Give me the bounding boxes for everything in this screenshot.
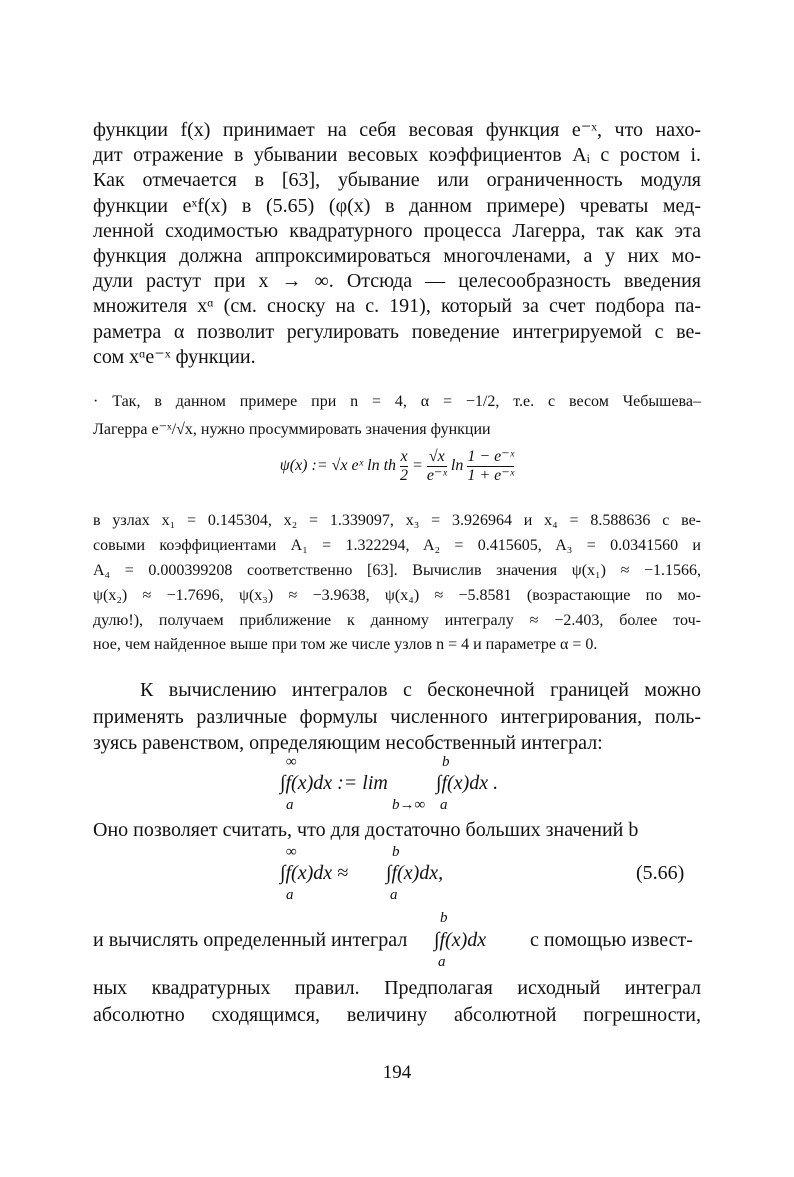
upper-limit: ∞ — [286, 754, 297, 770]
formula-part: ∫f(x)dx, — [386, 862, 444, 884]
upper-limit: b — [440, 910, 448, 926]
text-line: множителя xᵅ (см. сноску на с. 191), который за счет подбора па- — [93, 295, 701, 317]
fraction: $\frac{√x}{\text{e⁻ˣ}}$ — [426, 448, 447, 484]
text-part: с помощью извест- — [530, 929, 693, 951]
footnote-line: A₄ = 0.000399208 соответственно [63]. Вычислив значения ψ(x₁) ≈ −1.1566, — [93, 562, 701, 579]
formula-part: ∫f(x)dx . — [436, 772, 499, 794]
formula-part: ∫f(x)dx ≈ — [280, 862, 349, 884]
text-part: и вычислять определенный интеграл — [93, 929, 408, 951]
page-number: 194 — [382, 1062, 412, 1083]
fraction: $\frac{x}{2}$ — [400, 448, 409, 484]
upper-limit: ∞ — [286, 844, 297, 860]
text-line: ных квадратурных правил. Предполагая исходный интеграл — [93, 977, 701, 999]
lower-limit: a — [286, 797, 294, 813]
footnote-line: дулю!), получаем приближение к данному интегралу ≈ −2.403, более точ- — [93, 612, 701, 629]
footnote-line: в узлах x₁ = 0.145304, x₂ = 1.339097, x₃ = 3.926964 и x₄ = 8.588636 с ве- — [93, 512, 701, 529]
text-line: Как отмечается в [63], убывание или ограниченность модуля — [93, 169, 701, 191]
formula-part: ∫f(x)dx := lim — [280, 772, 388, 794]
text-line: применять различные формулы численного интегрирования, поль- — [93, 706, 701, 728]
text-line: зуясь равенством, определяющим несобственный интеграл: — [93, 732, 603, 754]
lower-limit: a — [286, 887, 294, 903]
limit-subscript: b→∞ — [392, 797, 426, 813]
footnote-line: · Так, в данном примере при n = 4, α = −1/2, т.е. с весом Чебышева– — [93, 393, 701, 410]
footnote-line: Лагерра e⁻ˣ/√x, нужно просуммировать значения функции — [93, 421, 491, 438]
text-line: функция должна аппроксимироваться многочленами, а у них мо- — [93, 245, 701, 267]
lower-limit: a — [440, 797, 448, 813]
text-line: ленной сходимостью квадратурного процесса Лагерра, так как эта — [93, 220, 701, 242]
equals-sign: = — [412, 457, 423, 475]
ln-operator: ln — [450, 457, 464, 475]
text-line: функции f(x) принимает на себя весовая функция e⁻ˣ, что нахо- — [93, 119, 701, 141]
text-line: раметра α позволит регулировать поведение интегрируемой с ве- — [93, 321, 701, 343]
footnote-line: ψ(x₂) ≈ −1.7696, ψ(x₃) ≈ −3.9638, ψ(x₄) ≈ −5.8581 (возрастающие по мо- — [93, 587, 701, 604]
footnote-line: совыми коэффициентами A₁ = 1.322294, A₂ = 0.415605, A₃ = 0.0341560 и — [93, 537, 701, 554]
upper-limit: b — [392, 844, 400, 860]
formula-part: ∫f(x)dx — [434, 929, 487, 951]
fraction: $\frac{\text{1 − e⁻ˣ}}{\text{1 + e⁻ˣ}}$ — [467, 448, 515, 484]
text-line: Оно позволяет считать, что для достаточно больших значений b — [93, 819, 639, 841]
text-line: К вычислению интегралов с бесконечной границей можно — [140, 679, 701, 701]
footnote-line: ное, чем найденное выше при том же числе узлов n = 4 и параметре α = 0. — [93, 636, 598, 653]
lower-limit: a — [390, 887, 398, 903]
equation-number: (5.66) — [636, 862, 685, 884]
text-line: абсолютно сходящимся, величину абсолютной погрешности, — [93, 1004, 701, 1026]
lower-limit: a — [438, 954, 446, 970]
text-line: дули растут при x → ∞. Отсюда — целесообразность введения — [93, 270, 701, 292]
text-line: сом xᵅe⁻ˣ функции. — [93, 346, 256, 368]
formula-lhs: ψ(x) := √x eˣ ln th — [279, 457, 397, 475]
upper-limit: b — [442, 754, 450, 770]
footnote-formula — [0, 448, 794, 485]
text-line: дит отражение в убывании весовых коэффициентов Aᵢ с ростом i. — [93, 144, 701, 166]
text-line: функции eˣf(x) в (5.65) (φ(x) в данном примере) чреваты мед- — [93, 195, 701, 217]
